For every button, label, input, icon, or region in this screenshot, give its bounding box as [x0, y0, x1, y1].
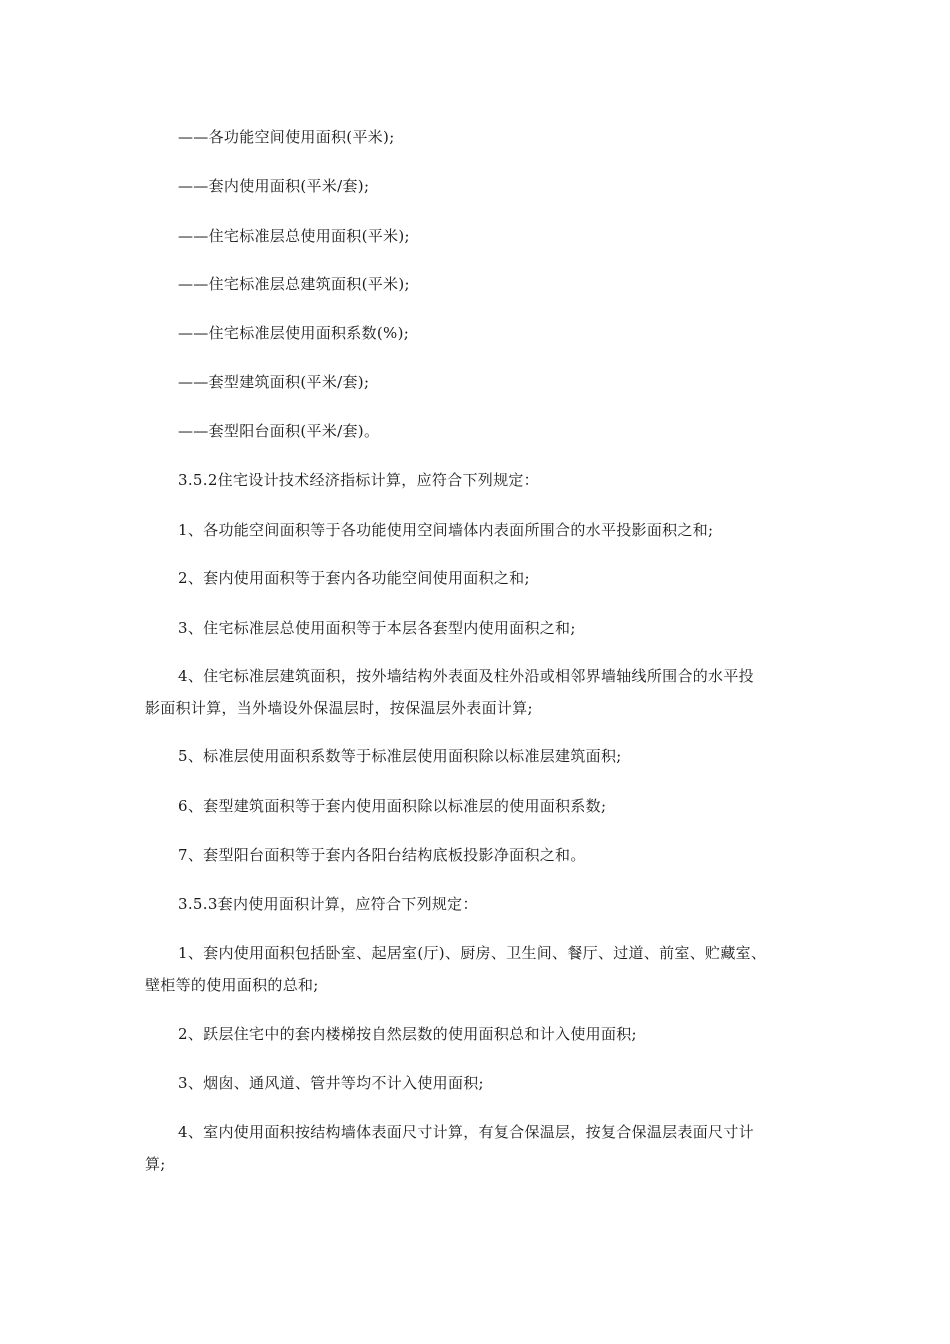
- list-item-functional-space-area: ——各功能空间使用面积(平米);: [178, 128, 395, 146]
- rule-3-5-2-item-5: 5、标准层使用面积系数等于标准层使用面积除以标准层建筑面积;: [178, 747, 622, 765]
- rule-3-5-3-item-2: 2、跃层住宅中的套内楼梯按自然层数的使用面积总和计入使用面积;: [178, 1025, 637, 1043]
- list-item-unit-building-area: ——套型建筑面积(平米/套);: [178, 373, 370, 391]
- list-item-unit-balcony-area: ——套型阳台面积(平米/套)。: [178, 422, 380, 440]
- section-heading-3-5-2: 3.5.2住宅设计技术经济指标计算，应符合下列规定：: [178, 471, 539, 489]
- rule-3-5-2-item-4-line-1: 4、住宅标准层建筑面积，按外墙结构外表面及柱外沿或相邻界墙轴线所围合的水平投: [178, 667, 754, 685]
- rule-3-5-2-item-1: 1、各功能空间面积等于各功能使用空间墙体内表面所围合的水平投影面积之和;: [178, 521, 714, 539]
- list-item-floor-total-building-area: ——住宅标准层总建筑面积(平米);: [178, 275, 410, 293]
- rule-3-5-3-item-4-line-2: 算;: [145, 1155, 166, 1173]
- rule-3-5-3-item-1-line-2: 壁柜等的使用面积的总和;: [145, 976, 319, 994]
- section-heading-3-5-3: 3.5.3套内使用面积计算，应符合下列规定：: [178, 895, 478, 913]
- rule-3-5-2-item-6: 6、套型建筑面积等于套内使用面积除以标准层的使用面积系数;: [178, 797, 607, 815]
- rule-3-5-2-item-2: 2、套内使用面积等于套内各功能空间使用面积之和;: [178, 569, 530, 587]
- rule-3-5-3-item-4-line-1: 4、室内使用面积按结构墙体表面尺寸计算，有复合保温层，按复合保温层表面尺寸计: [178, 1123, 754, 1141]
- rule-3-5-2-item-7: 7、套型阳台面积等于套内各阳台结构底板投影净面积之和。: [178, 846, 586, 864]
- list-item-unit-usable-area: ——套内使用面积(平米/套);: [178, 177, 370, 195]
- rule-3-5-2-item-3: 3、住宅标准层总使用面积等于本层各套型内使用面积之和;: [178, 619, 576, 637]
- rule-3-5-3-item-3: 3、烟囱、通风道、管井等均不计入使用面积;: [178, 1074, 484, 1092]
- rule-3-5-3-item-1-line-1: 1、套内使用面积包括卧室、起居室(厅)、厨房、卫生间、餐厅、过道、前室、贮藏室、: [178, 944, 767, 962]
- rule-3-5-2-item-4-line-2: 影面积计算，当外墙设外保温层时，按保温层外表面计算;: [145, 699, 533, 717]
- list-item-floor-usable-coefficient: ——住宅标准层使用面积系数(%);: [178, 324, 410, 342]
- list-item-floor-total-usable-area: ——住宅标准层总使用面积(平米);: [178, 227, 410, 245]
